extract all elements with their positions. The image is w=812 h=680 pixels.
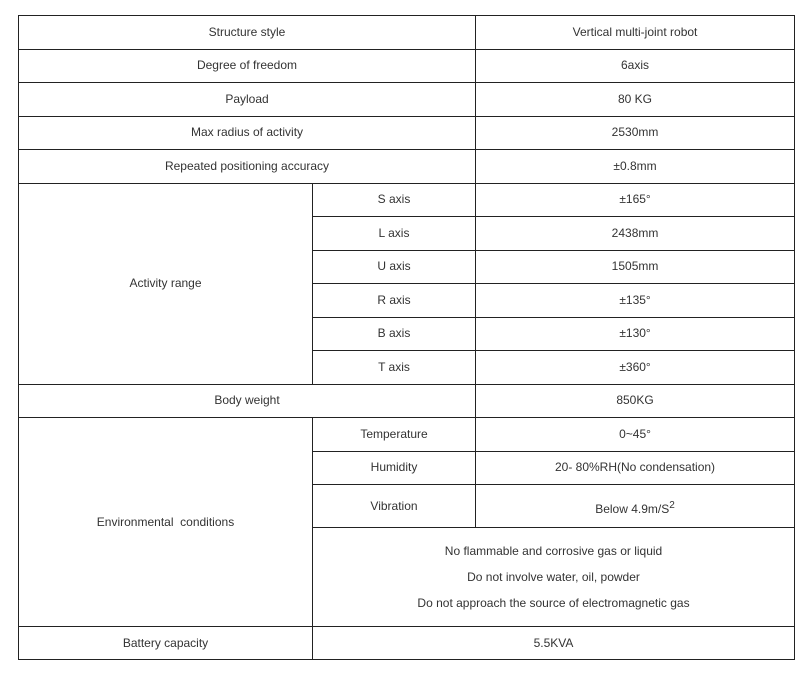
- table-row: [19, 384, 795, 418]
- axis-value: ±135°: [476, 284, 795, 318]
- robot-specification-table: [18, 15, 795, 660]
- max-radius-label: Max radius of activity: [19, 116, 476, 150]
- payload-label: Payload: [19, 83, 476, 117]
- environmental-conditions-label: Environmental conditions: [19, 418, 313, 627]
- axis-name: T axis: [313, 351, 476, 385]
- table-row: [19, 116, 795, 150]
- table-row: [19, 16, 795, 50]
- positioning-accuracy-value: ±0.8mm: [476, 150, 795, 184]
- axis-value: ±360°: [476, 351, 795, 385]
- structure-style-value: Vertical multi-joint robot: [476, 16, 795, 50]
- axis-value: 1505mm: [476, 250, 795, 284]
- table-row: [19, 49, 795, 83]
- temperature-value: 0~45°: [476, 418, 795, 452]
- axis-value: ±130°: [476, 317, 795, 351]
- battery-capacity-label: Battery capacity: [19, 627, 313, 660]
- temperature-label: Temperature: [313, 418, 476, 452]
- body-weight-value: 850KG: [476, 384, 795, 418]
- vibration-label: Vibration: [313, 485, 476, 528]
- environment-note: Do not approach the source of electromagnetic gas: [417, 596, 690, 610]
- axis-value: 2438mm: [476, 217, 795, 251]
- battery-capacity-value: 5.5KVA: [313, 627, 795, 660]
- positioning-accuracy-label: Repeated positioning accuracy: [19, 150, 476, 184]
- axis-name: B axis: [313, 317, 476, 351]
- activity-range-label: Activity range: [19, 183, 313, 384]
- max-radius-value: 2530mm: [476, 116, 795, 150]
- humidity-value: 20- 80%RH(No condensation): [476, 451, 795, 485]
- axis-name: U axis: [313, 250, 476, 284]
- table-row: [19, 83, 795, 117]
- table-row: [19, 183, 795, 217]
- environment-notes: [313, 528, 795, 627]
- vibration-value-cell: [476, 485, 795, 528]
- humidity-label: Humidity: [313, 451, 476, 485]
- axis-value: ±165°: [476, 183, 795, 217]
- axis-name: S axis: [313, 183, 476, 217]
- environment-note: Do not involve water, oil, powder: [467, 570, 640, 584]
- structure-style-label: Structure style: [19, 16, 476, 50]
- degree-of-freedom-label: Degree of freedom: [19, 49, 476, 83]
- axis-name: R axis: [313, 284, 476, 318]
- table-row: [19, 627, 795, 660]
- axis-name: L axis: [313, 217, 476, 251]
- payload-value: 80 KG: [476, 83, 795, 117]
- vibration-value: Below 4.9m/S: [595, 501, 670, 516]
- table-row: [19, 150, 795, 184]
- body-weight-label: Body weight: [19, 384, 476, 418]
- degree-of-freedom-value: 6axis: [476, 49, 795, 83]
- environment-note: No flammable and corrosive gas or liquid: [444, 544, 663, 558]
- vibration-exponent: 2: [669, 499, 675, 511]
- table-row: [19, 418, 795, 452]
